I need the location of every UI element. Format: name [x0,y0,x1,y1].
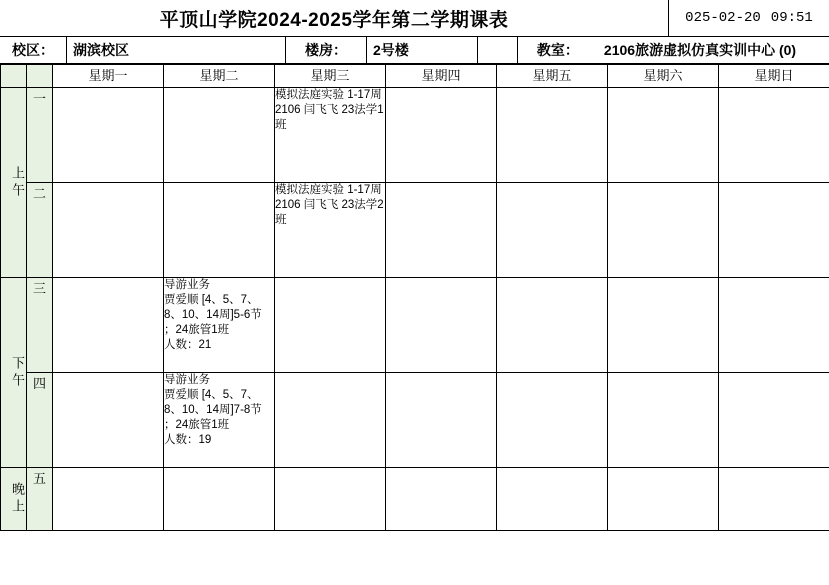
course-text: 导游业务 贾爱顺 [4、5、7、8、10、14周]7-8节 ；24旅管1班 人数：19 [164,374,262,446]
table-row [1,278,829,373]
page-title: 平顶山学院2024-2025学年第二学期课表 [159,9,509,31]
info-bar [0,37,829,64]
cell-tue-1[interactable] [164,88,275,183]
day-header-6: 星期日 [719,65,829,88]
cell-mon-5[interactable] [53,468,164,531]
table-row [1,88,829,183]
table-row [1,468,829,531]
cell-tue-2[interactable] [164,183,275,278]
daypart-evening: 晚上 [1,468,27,531]
header-date: 025-02-20 [685,10,761,26]
cell-sat-5[interactable] [608,468,719,531]
cell-sun-2[interactable] [719,183,829,278]
day-header-5: 星期六 [608,65,719,88]
building-label: 楼房： [305,42,347,58]
day-header-2: 星期三 [275,65,386,88]
period-4: 四 [27,373,53,468]
corner-period [27,65,53,88]
cell-sat-3[interactable] [608,278,719,373]
cell-tue-4[interactable] [164,373,275,468]
cell-wed-1[interactable] [275,88,386,183]
cell-mon-4[interactable] [53,373,164,468]
cell-mon-1[interactable] [53,88,164,183]
cell-tue-3[interactable] [164,278,275,373]
period-3: 三 [27,278,53,373]
period-1: 一 [27,88,53,183]
cell-wed-2[interactable] [275,183,386,278]
room-label: 教室： [536,42,579,58]
cell-fri-3[interactable] [497,278,608,373]
cell-mon-3[interactable] [53,278,164,373]
cell-sun-5[interactable] [719,468,829,531]
info-spacer [478,37,518,63]
cell-fri-1[interactable] [497,88,608,183]
cell-thu-1[interactable] [386,88,497,183]
course-text: 模拟法庭实验 1-17周 2106 闫飞飞 23法学1班 [275,89,384,131]
cell-sun-4[interactable] [719,373,829,468]
cell-sun-3[interactable] [719,278,829,373]
course-text: 模拟法庭实验 1-17周 2106 闫飞飞 23法学2班 [275,184,384,226]
header-time: 09:51 [770,10,813,26]
cell-wed-4[interactable] [275,373,386,468]
cell-sat-4[interactable] [608,373,719,468]
cell-wed-5[interactable] [275,468,386,531]
cell-fri-2[interactable] [497,183,608,278]
day-header-3: 星期四 [386,65,497,88]
campus-label: 校区： [12,42,54,58]
cell-thu-5[interactable] [386,468,497,531]
course-text: 导游业务 贾爱顺 [4、5、7、8、10、14周]5-6节 ；24旅管1班 人数：21 [164,279,262,351]
cell-fri-4[interactable] [497,373,608,468]
table-row [1,183,829,278]
daypart-afternoon: 下午 [1,278,27,468]
period-5: 五 [27,468,53,531]
cell-sun-1[interactable] [719,88,829,183]
header-datetime [668,0,829,36]
page-header [0,0,829,37]
cell-thu-4[interactable] [386,373,497,468]
table-row [1,373,829,468]
day-header-0: 星期一 [53,65,164,88]
cell-sat-1[interactable] [608,88,719,183]
building-value: 2号楼 [366,37,478,63]
room-value: 2106旅游虚拟仿真实训中心 (0) [603,42,797,58]
cell-sat-2[interactable] [608,183,719,278]
cell-tue-5[interactable] [164,468,275,531]
period-2: 二 [27,183,53,278]
campus-value: 湖滨校区 [66,37,286,63]
cell-thu-2[interactable] [386,183,497,278]
cell-wed-3[interactable] [275,278,386,373]
timetable-grid [0,64,829,531]
grid-header-row [1,65,829,88]
day-header-4: 星期五 [497,65,608,88]
corner-daypart [1,65,27,88]
cell-fri-5[interactable] [497,468,608,531]
cell-thu-3[interactable] [386,278,497,373]
daypart-morning: 上午 [1,88,27,278]
cell-mon-2[interactable] [53,183,164,278]
day-header-1: 星期二 [164,65,275,88]
